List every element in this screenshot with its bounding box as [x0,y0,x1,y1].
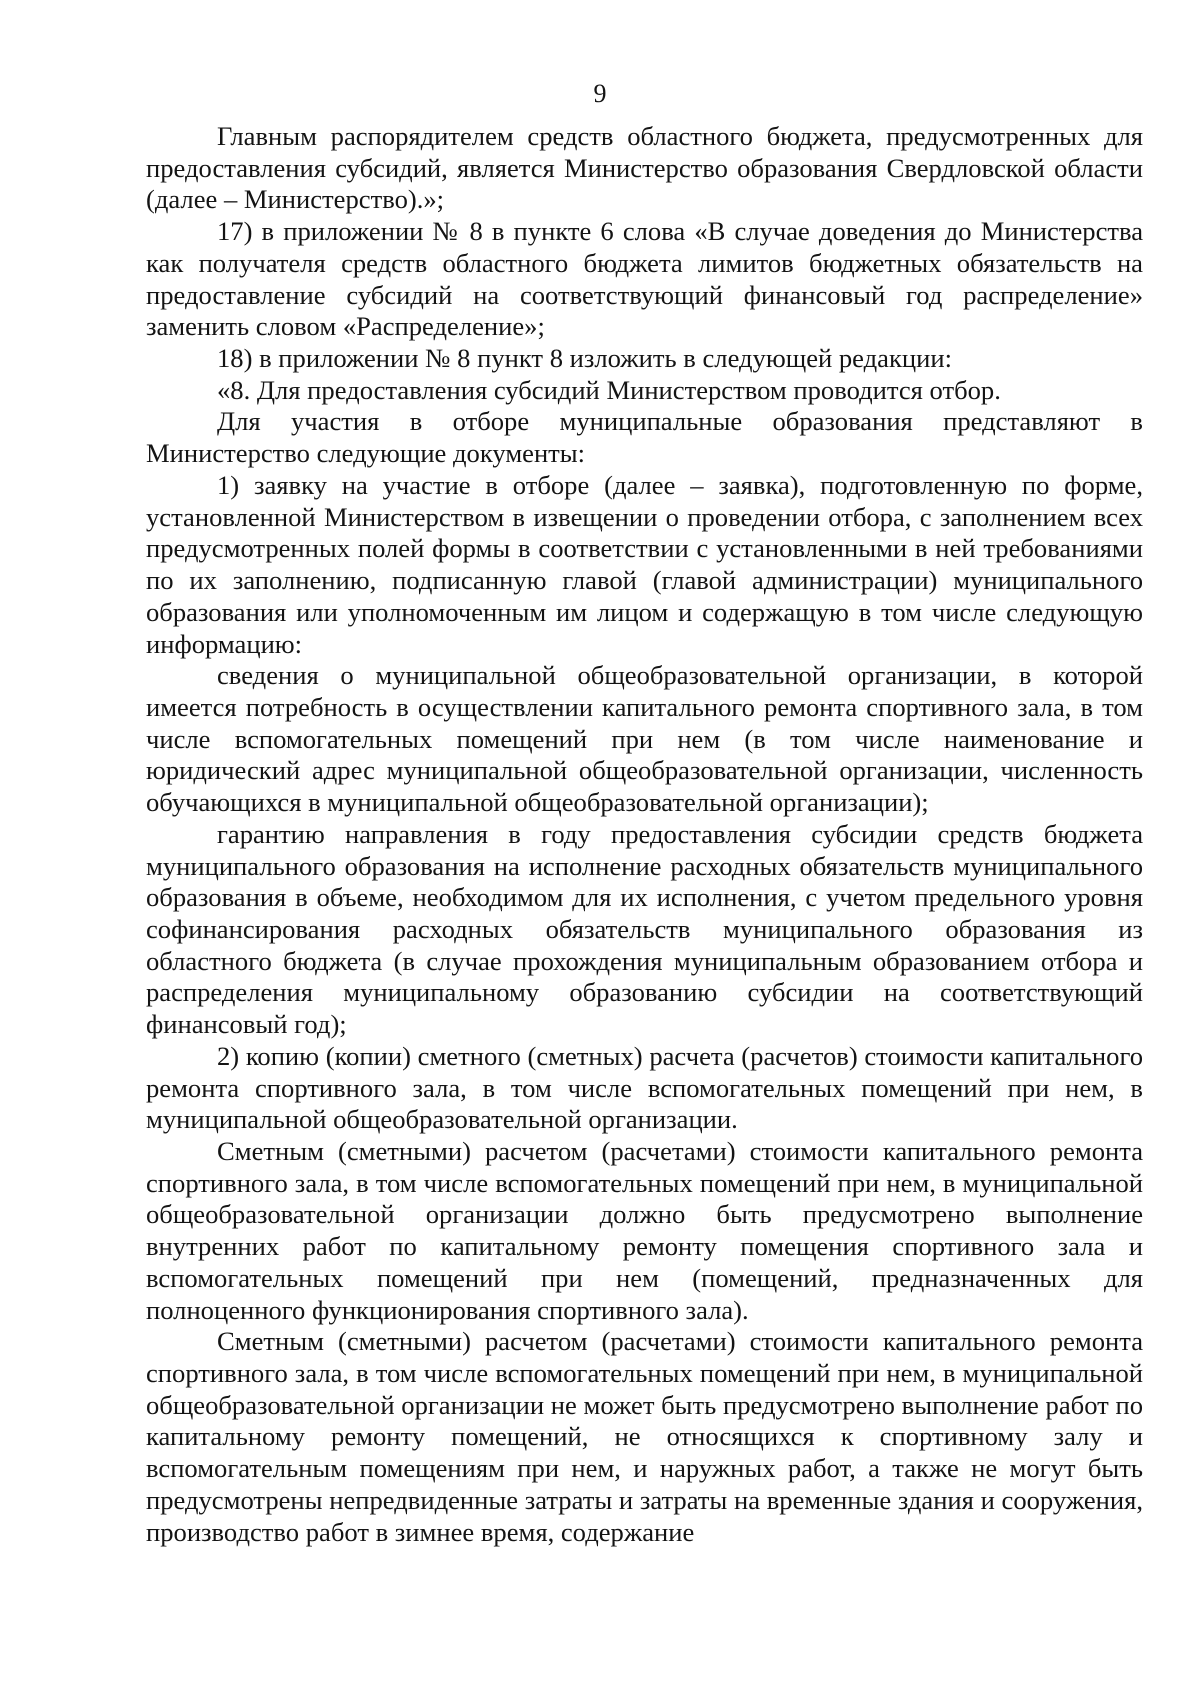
paragraph: «8. Для предоставления субсидий Министерством проводится отбор. [217,374,1001,405]
paragraph: Для участия в отборе муниципальные образования представляют в Министерство следующие документы: [146,406,1143,469]
page-number: 9 [593,79,607,108]
document-body [146,121,1143,1548]
paragraph: Сметным (сметными) расчетом (расчетами) стоимости капитального ремонта спортивного зала, в том числе вспомогательных помещений при нем, в муниципальной общеобразовательной организации не может быть предусмотрено выполнение работ по капитальному ремонту помещений, не относящихся к спортивному залу и вспомогательным помещениям при нем, и наружных работ, а также не могут быть предусмотрены непредвиденные затраты и затраты на временные здания и сооружения, производство работ в зимнее время, содержание [146,1326,1143,1547]
paragraph: гарантию направления в году предоставления субсидии средств бюджета муниципального образования на исполнение расходных обязательств муниципального образования в объеме, необходимом для их исполнения, с учетом предельного уровня софинансирования расходных обязательств муниципального образования из областного бюджета (в случае прохождения муниципальным образованием отбора и распределения муниципальному образованию субсидии на соответствующий финансовый год); [146,818,1143,1040]
paragraph: 17) в приложении № 8 в пункте 6 слова «В случае доведения до Министерства как получателя средств областного бюджета лимитов бюджетных обязательств на предоставление субсидий на соответствующий финансовый год распределение» заменить словом «Распределение»; [146,216,1143,342]
paragraph: Сметным (сметными) расчетом (расчетами) стоимости капитального ремонта спортивного зала, в том числе вспомогательных помещений при нем, в муниципальной общеобразовательной организации должно быть предусмотрено выполнение внутренних работ по капитальному ремонту помещения спортивного зала и вспомогательных помещений при нем (помещений, предназначенных для полноценного функционирования спортивного зала). [146,1136,1143,1325]
paragraph: 18) в приложении № 8 пункт 8 изложить в следующей редакции: [217,343,952,374]
paragraph: 2) копию (копии) сметного (сметных) расчета (расчетов) стоимости капитального ремонта спортивного зала, в том числе вспомогательных помещений при нем, в муниципальной общеобразовательной организации. [146,1040,1143,1135]
paragraph: Главным распорядителем средств областного бюджета, предусмотренных для предоставления субсидий, является Министерство образования Свердловской области (далее – Министерство).»; [146,121,1143,215]
paragraph: сведения о муниципальной общеобразовательной организации, в которой имеется потребность в осуществлении капитального ремонта спортивного зала, в том числе вспомогательных помещений при нем (в том числе наименование и юридический адрес муниципальной общеобразовательной организации, численность обучающихся в муниципальной общеобразовательной организации); [146,660,1143,818]
paragraph: 1) заявку на участие в отборе (далее – заявка), подготовленную по форме, установленной Министерством в извещении о проведении отбора, с заполнением всех предусмотренных полей формы в соответствии с установленными в ней требованиями по их заполнению, подписанную главой (главой администрации) муниципального образования или уполномоченным им лицом и содержащую в том числе следующую информацию: [146,469,1143,659]
